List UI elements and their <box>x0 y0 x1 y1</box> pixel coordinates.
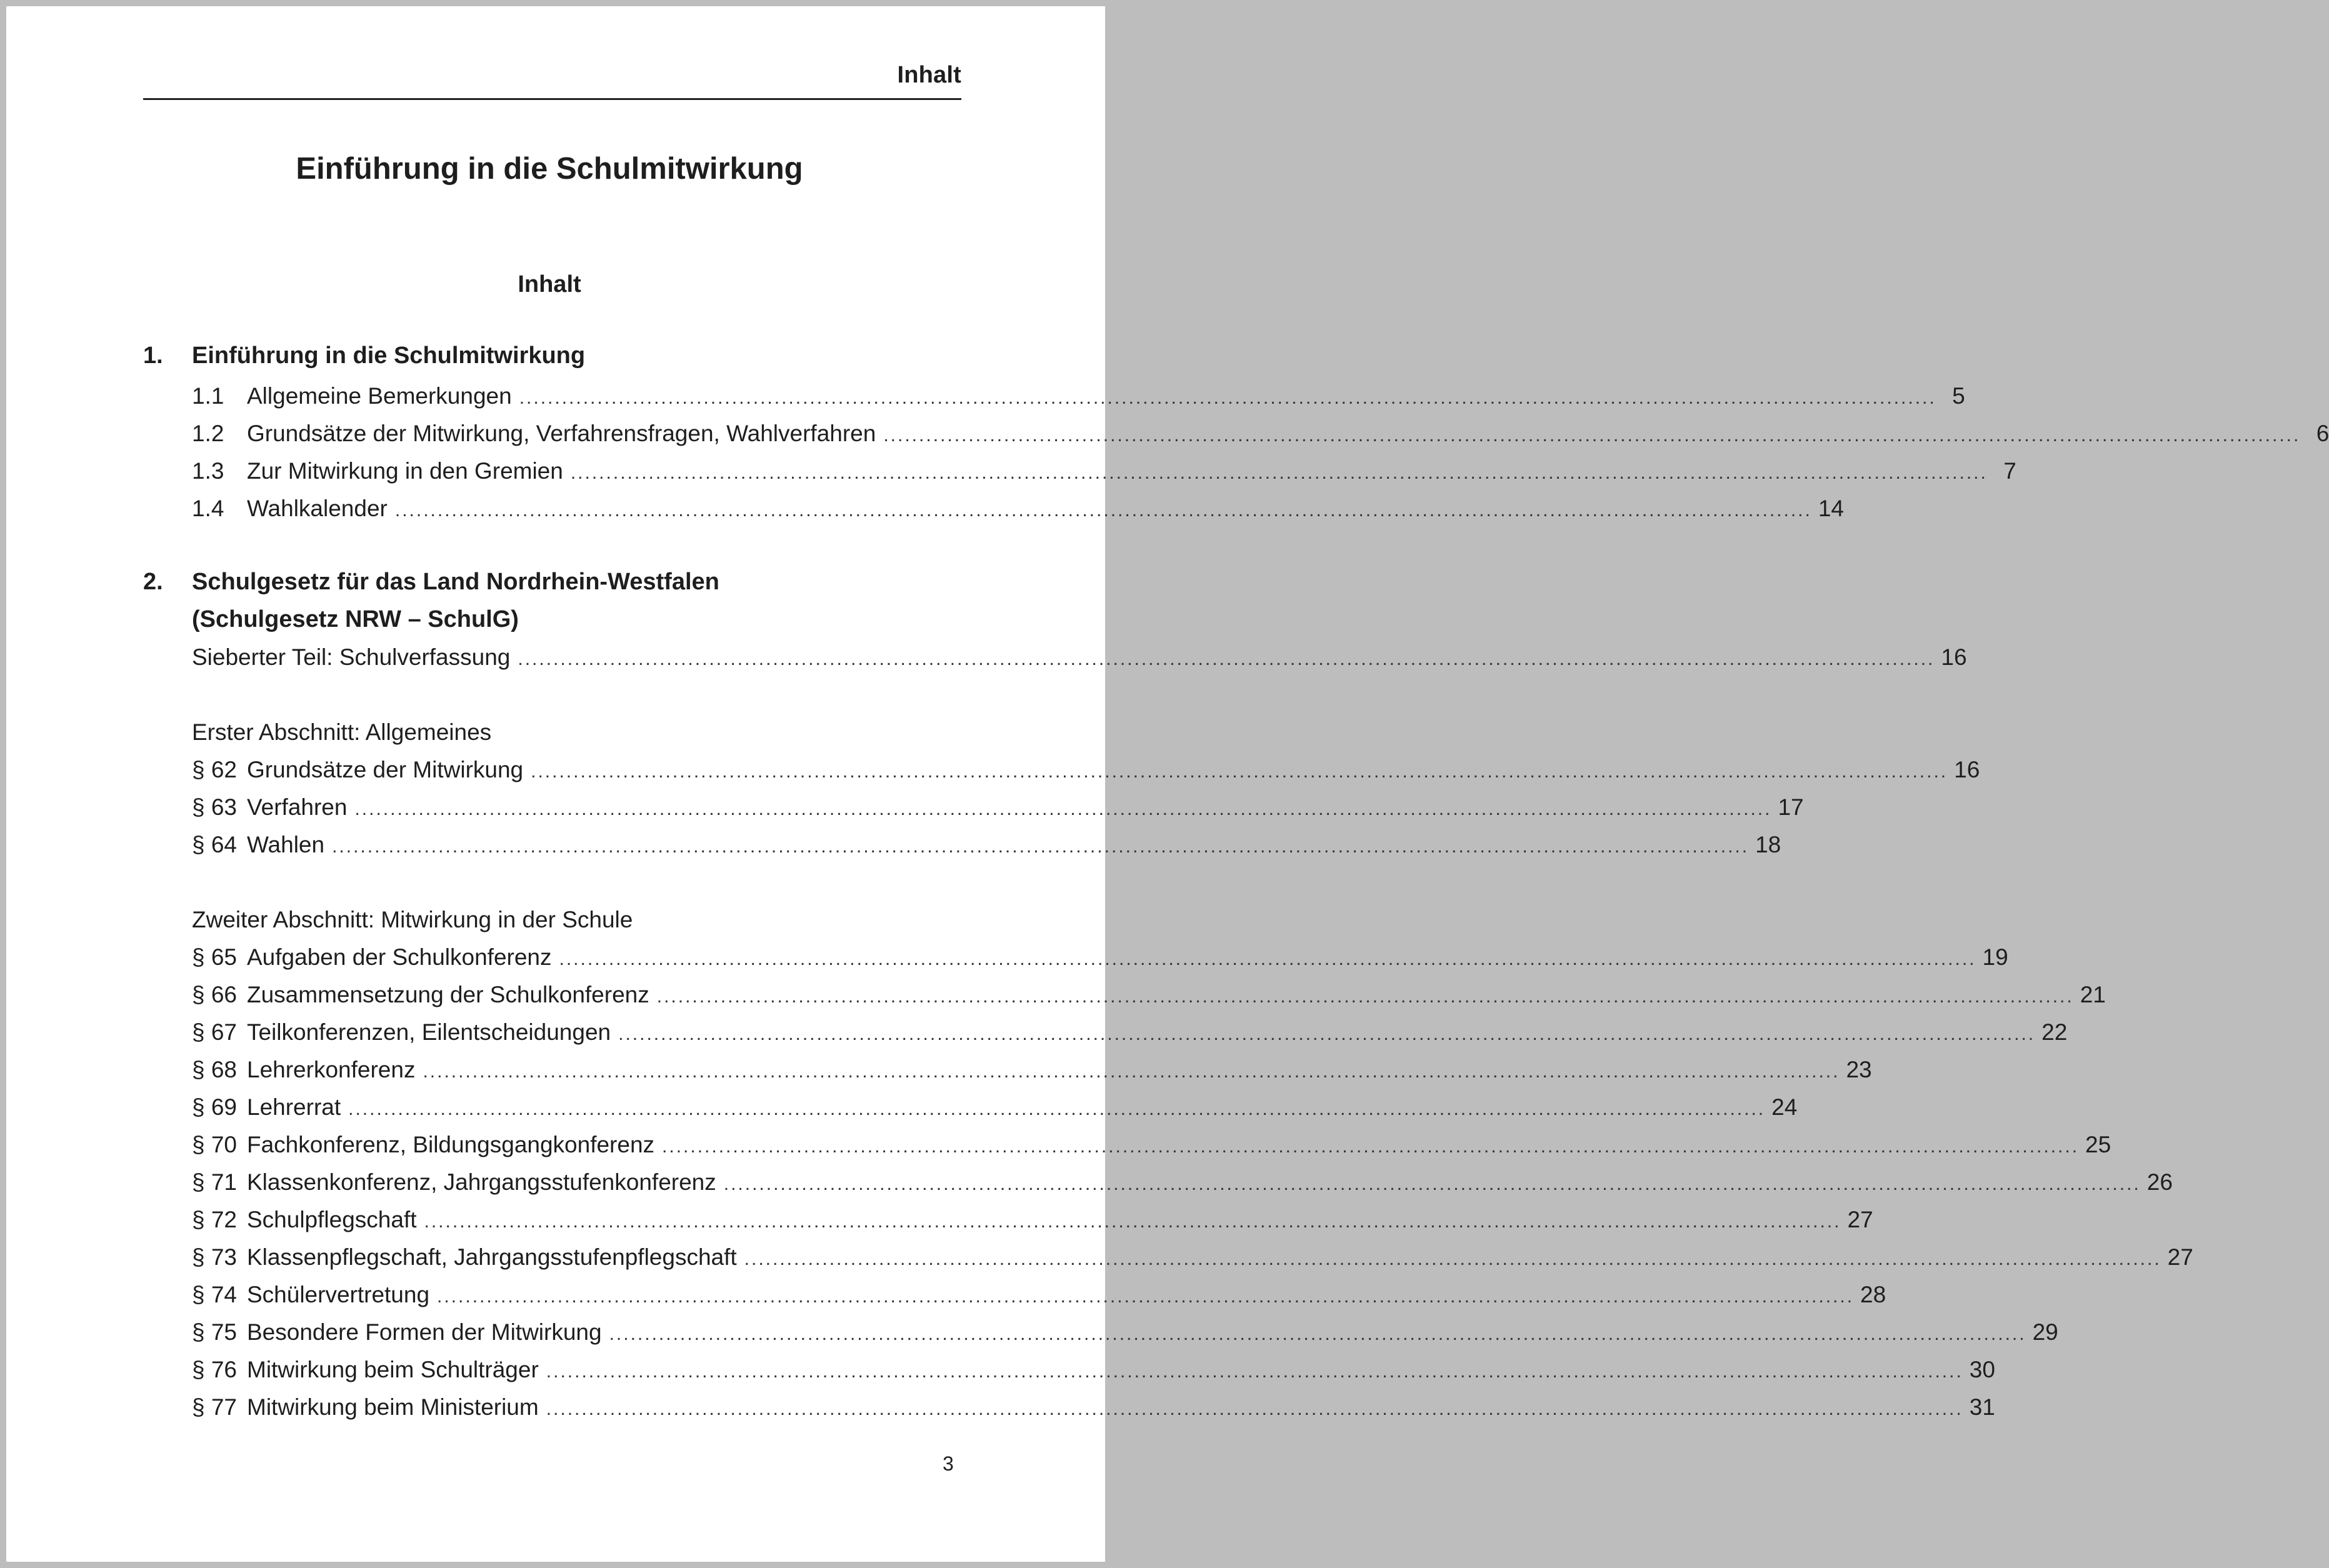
entry-number: § 75 <box>192 1319 238 1345</box>
page-number: 3 <box>943 1452 954 1475</box>
section-number: 1. <box>143 342 163 369</box>
leader-dots: ........................................................................................................................................................................................................ <box>423 1061 1840 1082</box>
entry-number: § 66 <box>192 982 238 1007</box>
leader-dots: ........................................................................................................................................................................................................ <box>723 1174 2141 1194</box>
entry-page: 28 <box>1860 1282 1886 1307</box>
leader-dots: ........................................................................................................................................................................................................ <box>744 1249 2161 1269</box>
section-title: Einführung in die Schulmitwirkung <box>192 342 586 369</box>
toc-entry[interactable] <box>192 421 2329 451</box>
entry-page: 21 <box>2080 982 2106 1007</box>
part-page: 16 <box>1941 644 1967 670</box>
entry-number: § 71 <box>192 1169 238 1195</box>
entry-number: 1.2 <box>192 421 224 446</box>
entry-title: Aufgaben der Schulkonferenz <box>247 944 552 970</box>
entry-page: 18 <box>1755 832 1781 857</box>
toc-heading: Inhalt <box>518 271 581 297</box>
entry-title: Verfahren <box>247 794 348 820</box>
entry-page: 27 <box>2167 1244 2193 1270</box>
entry-page: 29 <box>2032 1319 2058 1345</box>
entry-number: § 76 <box>192 1357 238 1382</box>
entry-page: 7 <box>2003 458 2016 484</box>
entry-page: 30 <box>1969 1357 1995 1382</box>
entry-page: 23 <box>1846 1057 1872 1082</box>
toc-entry[interactable] <box>192 1357 1995 1387</box>
toc-part-entry[interactable] <box>192 644 1967 674</box>
running-header <box>143 59 961 100</box>
leader-dots: ........................................................................................................................................................................................................ <box>559 949 1976 969</box>
page-title: Einführung in die Schulmitwirkung <box>296 152 803 186</box>
leader-dots: ........................................................................................................................................................................................................ <box>424 1211 1841 1232</box>
leader-dots: ........................................................................................................................................................................................................ <box>348 1099 1766 1119</box>
subsection-heading: Zweiter Abschnitt: Mitwirkung in der Schule <box>192 907 633 932</box>
entry-page: 6 <box>2316 421 2329 446</box>
entry-page: 26 <box>2146 1169 2173 1195</box>
entry-title: Mitwirkung beim Schulträger <box>247 1357 539 1382</box>
entry-page: 31 <box>1969 1394 1995 1420</box>
toc-entry[interactable] <box>192 1394 1995 1424</box>
toc-entry[interactable] <box>192 458 2016 488</box>
entry-page: 24 <box>1771 1094 1798 1120</box>
entry-page: 5 <box>1952 383 1965 409</box>
entry-page: 19 <box>1982 944 2008 970</box>
leader-dots: ........................................................................................................................................................................................................ <box>332 836 1750 857</box>
toc-entry[interactable] <box>192 496 1845 526</box>
section-title-continued: (Schulgesetz NRW – SchulG) <box>192 606 519 632</box>
entry-title: Grundsätze der Mitwirkung, Verfahrensfragen, Wahlverfahren <box>247 421 876 446</box>
entry-number: § 70 <box>192 1132 238 1157</box>
entry-title: Wahlkalender <box>247 496 388 521</box>
entry-title: Grundsätze der Mitwirkung <box>247 757 524 782</box>
entry-page: 14 <box>1818 496 1845 521</box>
leader-dots: ........................................................................................................................................................................................................ <box>437 1286 1855 1307</box>
leader-dots: ........................................................................................................................................................................................................ <box>394 500 1812 521</box>
toc-entry[interactable] <box>192 982 2106 1012</box>
entry-title: Lehrerkonferenz <box>247 1057 416 1082</box>
entry-title: Fachkonferenz, Bildungsgangkonferenz <box>247 1132 655 1157</box>
entry-number: § 69 <box>192 1094 238 1120</box>
entry-number: § 73 <box>192 1244 238 1270</box>
entry-title: Mitwirkung beim Ministerium <box>247 1394 539 1420</box>
toc-entry[interactable] <box>192 944 2008 974</box>
leader-dots: ........................................................................................................................................................................................................ <box>519 387 1936 408</box>
entry-number: § 62 <box>192 757 238 782</box>
toc-entry[interactable] <box>192 1132 2111 1162</box>
toc-entry[interactable] <box>192 832 1781 862</box>
leader-dots: ........................................................................................................................................................................................................ <box>609 1324 2026 1344</box>
entry-title: Teilkonferenzen, Eilentscheidungen <box>247 1019 611 1045</box>
entry-number: § 64 <box>192 832 238 857</box>
leader-dots: ........................................................................................................................................................................................................ <box>618 1024 2036 1044</box>
entry-number: § 63 <box>192 794 238 820</box>
section-number: 2. <box>143 569 163 595</box>
toc-entry[interactable] <box>192 1169 2173 1199</box>
toc-entry[interactable] <box>192 1019 2068 1049</box>
toc-entry[interactable] <box>192 1244 2193 1274</box>
entry-title: Klassenkonferenz, Jahrgangsstufenkonferenz <box>247 1169 716 1195</box>
toc-entry[interactable] <box>192 1282 1886 1312</box>
leader-dots: ........................................................................................................................................................................................................ <box>531 761 1948 782</box>
entry-number: § 72 <box>192 1207 238 1232</box>
entry-page: 16 <box>1954 757 1980 782</box>
entry-number: 1.4 <box>192 496 224 521</box>
entry-number: § 67 <box>192 1019 238 1045</box>
entry-number: § 77 <box>192 1394 238 1420</box>
part-title: Sieberter Teil: Schulverfassung <box>192 644 511 670</box>
toc-entry[interactable] <box>192 1319 2058 1349</box>
entry-page: 17 <box>1778 794 1804 820</box>
toc-entry[interactable] <box>192 1207 1873 1237</box>
toc-entry[interactable] <box>192 383 1965 413</box>
entry-title: Lehrerrat <box>247 1094 341 1120</box>
entry-title: Besondere Formen der Mitwirkung <box>247 1319 602 1345</box>
leader-dots: ........................................................................................................................................................................................................ <box>518 649 1935 669</box>
leader-dots: ........................................................................................................................................................................................................ <box>662 1136 2080 1157</box>
entry-title: Zur Mitwirkung in den Gremien <box>247 458 563 484</box>
section-title: Schulgesetz für das Land Nordrhein-Westfalen <box>192 569 719 595</box>
toc-entry[interactable] <box>192 757 1980 787</box>
entry-title: Schulpflegschaft <box>247 1207 417 1232</box>
entry-title: Schülervertretung <box>247 1282 430 1307</box>
entry-number: § 74 <box>192 1282 238 1307</box>
entry-number: § 65 <box>192 944 238 970</box>
entry-title: Allgemeine Bemerkungen <box>247 383 512 409</box>
leader-dots: ........................................................................................................................................................................................................ <box>546 1399 1963 1419</box>
entry-page: 27 <box>1847 1207 1873 1232</box>
leader-dots: ........................................................................................................................................................................................................ <box>354 799 1772 819</box>
entry-title: Zusammensetzung der Schulkonferenz <box>247 982 649 1007</box>
entry-number: 1.1 <box>192 383 224 409</box>
subsection-heading: Erster Abschnitt: Allgemeines <box>192 719 492 745</box>
leader-dots: ........................................................................................................................................................................................................ <box>883 425 2301 446</box>
running-head-title: Inhalt <box>897 62 961 88</box>
entry-title: Klassenpflegschaft, Jahrgangsstufenpflegschaft <box>247 1244 737 1270</box>
entry-number: 1.3 <box>192 458 224 484</box>
entry-page: 22 <box>2041 1019 2068 1045</box>
toc-entry[interactable] <box>192 1094 1798 1124</box>
leader-dots: ........................................................................................................................................................................................................ <box>570 462 1988 483</box>
leader-dots: ........................................................................................................................................................................................................ <box>546 1361 1963 1382</box>
entry-page: 25 <box>2085 1132 2111 1157</box>
leader-dots: ........................................................................................................................................................................................................ <box>656 986 2074 1007</box>
toc-entry[interactable] <box>192 1057 1872 1087</box>
toc-entry[interactable] <box>192 794 1804 824</box>
entry-title: Wahlen <box>247 832 325 857</box>
entry-number: § 68 <box>192 1057 238 1082</box>
